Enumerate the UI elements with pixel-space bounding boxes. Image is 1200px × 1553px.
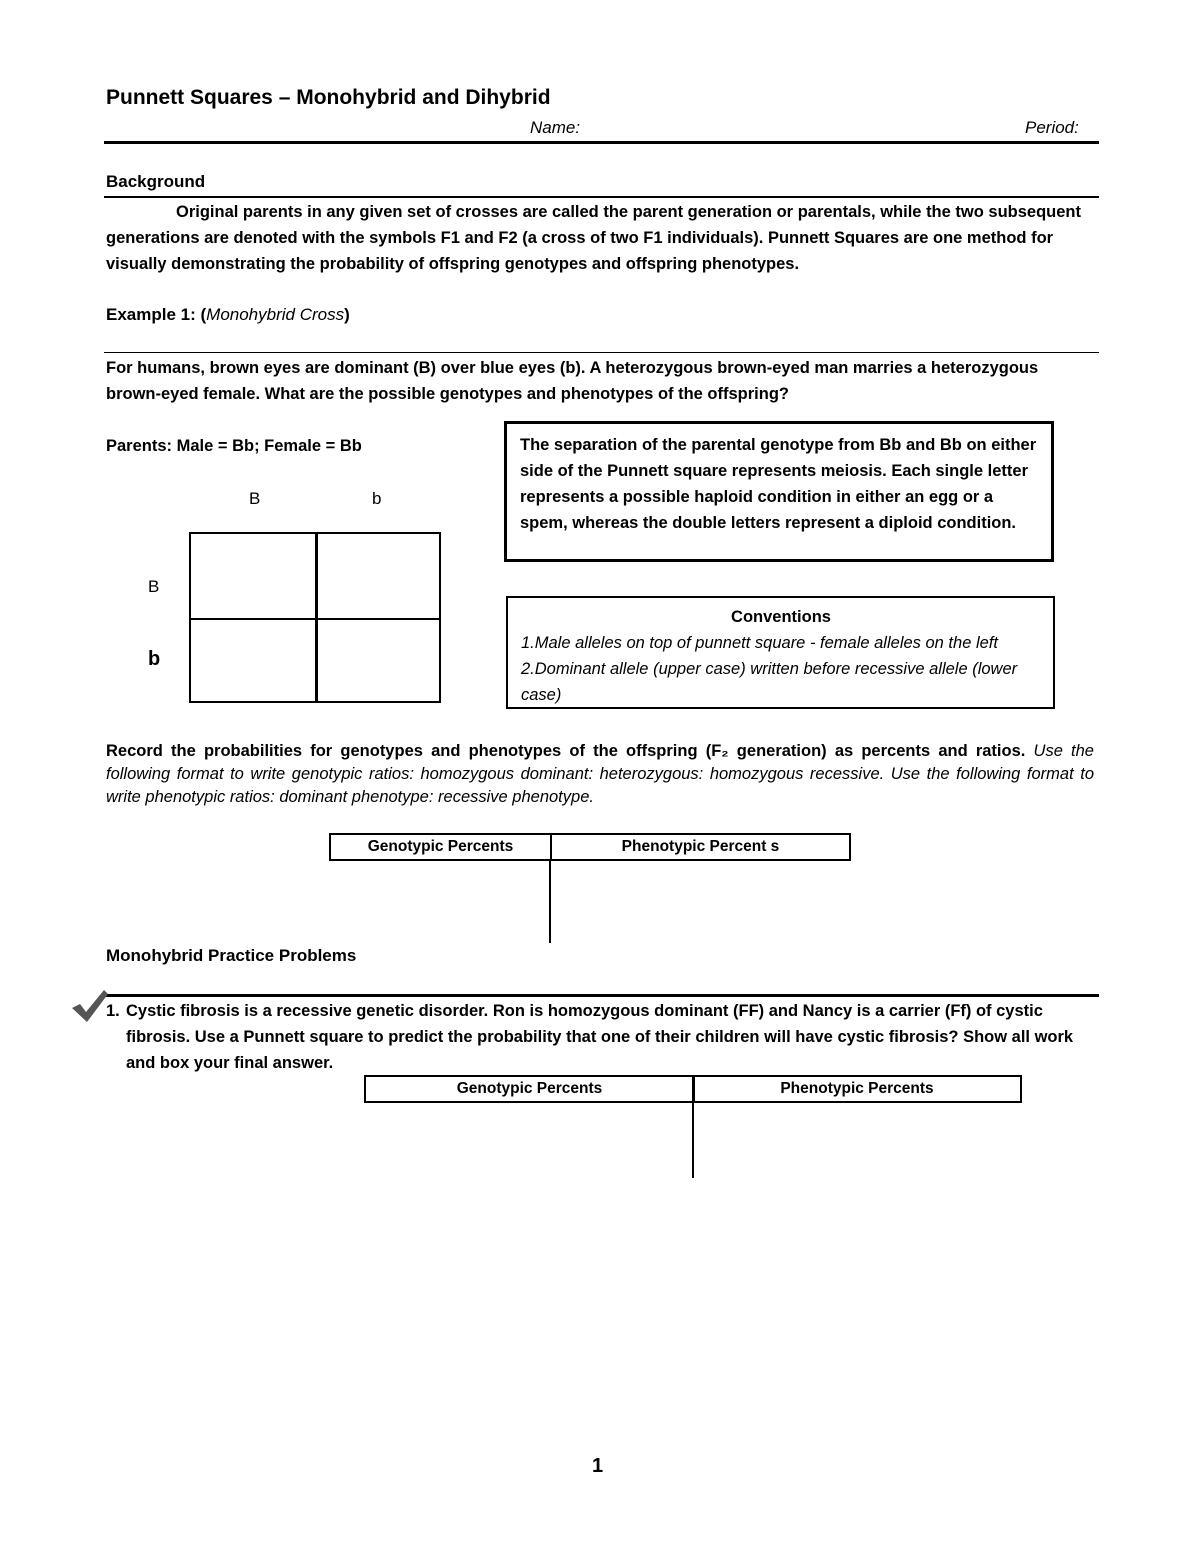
top-allele-1: B — [249, 489, 261, 508]
meiosis-explanation-text: The separation of the parental genotype from Bb and Bb on either side of the Punnett square represents meiosis. Each single letter represents a possible haploid condition in either an egg or a spem, whereas the double letters represent a diploid condition. — [520, 436, 1037, 532]
conventions-box — [506, 596, 1055, 709]
problem-1 — [106, 998, 1096, 1076]
example1-question — [106, 355, 1091, 407]
side-allele-1: B — [148, 577, 160, 596]
example1-results-table — [329, 833, 851, 945]
meiosis-explanation-box — [504, 421, 1054, 562]
convention-item-2: 2.Dominant allele (upper case) written before recessive allele (lower case) — [521, 660, 1018, 704]
convention-item-1: 1.Male alleles on top of punnett square - female alleles on the left — [521, 634, 998, 652]
name-label: Name: — [530, 118, 581, 137]
conventions-title: Conventions — [731, 608, 831, 626]
page-number: 1 — [592, 1455, 604, 1477]
punnett-square — [189, 532, 441, 703]
example1-rule — [104, 352, 1099, 353]
side-allele-2: b — [148, 648, 161, 670]
header-rule — [104, 141, 1099, 144]
example1-paren-open: ( — [195, 305, 207, 324]
background-heading: Background — [106, 172, 206, 191]
example1-question-text: For humans, brown eyes are dominant (B) over blue eyes (b). A heterozygous brown-eyed man marries a heterozygous brown-eyed female. What are the possible genotypes and phenotypes of the offspring? — [106, 359, 1039, 403]
example1-label: Example 1: — [106, 305, 196, 324]
example1-paren-close: ) — [344, 305, 350, 324]
phenotypic-percents-header: Phenotypic Percent s — [550, 833, 851, 861]
record-instructions-italic: Use the following format to write genotypic ratios: homozygous dominant: heterozygous: homozygous recessive. Use the following format to write phenotypic ratios: dominant phenotype: recessive phenotype. — [106, 742, 1094, 806]
background-text: Original parents in any given set of crosses are called the parent generation or parentals, while the two subsequent generations are denoted with the symbols F1 and F2 (a cross of two F1 individuals). Punnett Squares are one method for visually demonstrating the probability of offspring genotypes and offspring phenotypes. — [106, 203, 1081, 273]
results-table-divider — [549, 861, 551, 943]
page-title: Punnett Squares – Monohybrid and Dihybrid — [106, 86, 551, 109]
top-allele-2: b — [372, 489, 382, 508]
punnett-horizontal-divider — [191, 618, 439, 620]
problem1-table-divider — [692, 1103, 694, 1178]
checkmark-icon — [70, 988, 110, 1024]
background-paragraph — [106, 199, 1096, 277]
example1-subtitle: Monohybrid Cross — [206, 305, 345, 324]
problem1-results-table — [364, 1075, 1022, 1179]
problem-1-number: 1. — [106, 1002, 120, 1020]
example1-heading — [106, 305, 350, 325]
parents-line: Parents: Male = Bb; Female = Bb — [106, 437, 362, 455]
practice-rule — [104, 994, 1099, 997]
record-instructions — [106, 740, 1094, 809]
record-instructions-bold: Record the probabilities for genotypes and phenotypes of the offspring (F₂ generation) as percents and ratios. — [106, 742, 1026, 760]
period-label: Period: — [1025, 118, 1079, 137]
practice-heading: Monohybrid Practice Problems — [106, 946, 357, 965]
problem-1-text: Cystic fibrosis is a recessive genetic disorder. Ron is homozygous dominant (FF) and Nancy is a carrier (Ff) of cystic fibrosis. Use a Punnett square to predict the probability that one of their children will have cystic fibrosis? Show all work and box your final answer. — [126, 1002, 1074, 1072]
background-rule — [104, 196, 1099, 198]
problem1-phenotypic-header: Phenotypic Percents — [692, 1075, 1022, 1103]
problem1-genotypic-header: Genotypic Percents — [364, 1075, 695, 1103]
genotypic-percents-header: Genotypic Percents — [329, 833, 552, 861]
